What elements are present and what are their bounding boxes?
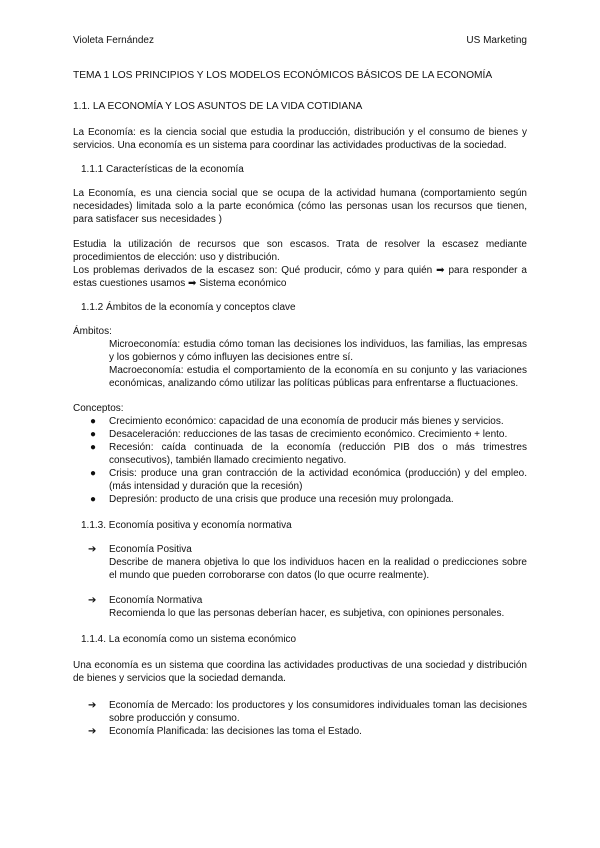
economia-planificada-text: Economía Planificada: las decisiones las toma el Estado. xyxy=(109,726,362,737)
arrow-right-icon: ➔ xyxy=(88,700,97,711)
arrow-right-icon: ➔ xyxy=(88,544,97,555)
section-1-1-1-paragraph-1: La Economía, es una ciencia social que se ocupa de la actividad humana (comportamiento según necesidades) limitada solo a la parte económica (cómo las personas usan los recursos que tienen, para satisfacer sus necesidades ) xyxy=(73,188,527,225)
list-item-text: Crecimiento económico: capacidad de una economía de producir más bienes y servicios. xyxy=(109,416,504,427)
section-heading-1-1-4: 1.1.4. La economía como un sistema económico xyxy=(81,634,297,645)
economia-positiva-item xyxy=(73,543,527,582)
economia-positiva-desc: Describe de manera objetiva lo que los individuos hacen en la realidad o predicciones sobre el mundo que pueden corroborarse con datos (lo que ocurre realmente). xyxy=(109,557,527,581)
header-author: Violeta Fernández xyxy=(73,35,154,46)
arrow-right-icon: ➔ xyxy=(88,726,97,737)
section-1-1-4-paragraph: Una economía es un sistema que coordina las actividades productivas de una sociedad y distribución de bienes y servicios que la sociedad demanda. xyxy=(73,660,527,684)
economia-planificada-item xyxy=(73,725,527,738)
section-heading-1-1-1: 1.1.1 Características de la economía xyxy=(81,164,244,175)
page-title: TEMA 1 LOS PRINCIPIOS Y LOS MODELOS ECONÓMICOS BÁSICOS DE LA ECONOMÍA xyxy=(73,70,493,81)
arrow-right-icon: ➔ xyxy=(88,595,97,606)
list-item xyxy=(73,428,527,441)
document-body xyxy=(73,70,527,738)
list-item-text: Desaceleración: reducciones de las tasas de crecimiento económico. Crecimiento + lento. xyxy=(109,429,508,440)
macroeconomia-text: Macroeconomía: estudia el comportamiento de la economía en su conjunto y las variaciones económicas, analizando cómo utilizar las políticas públicas para enfrentarse a fluctuaciones. xyxy=(109,365,527,389)
list-item xyxy=(73,493,527,506)
bullet-icon: ● xyxy=(90,442,97,453)
list-item-text: Crisis: produce una gran contracción de la actividad económica (producción) y del empleo. (más intensidad y duración que la recesión) xyxy=(109,468,527,492)
bullet-icon: ● xyxy=(90,494,97,505)
list-item-text: Depresión: producto de una crisis que produce una recesión muy prolongada. xyxy=(109,494,454,505)
conceptos-list xyxy=(73,415,527,506)
list-item-text: Recesión: caída continuada de la economía (reducción PIB dos o más trimestres consecutivos), también llamado crecimiento negativo. xyxy=(109,442,527,466)
economia-normativa-desc: Recomienda lo que las personas deberían hacer, es subjetiva, con opiniones personales. xyxy=(109,608,505,619)
microeconomia-text: Microeconomía: estudia cómo toman las decisiones los individuos, las familias, las empresas y los gobiernos y cómo influyen las decisiones entre sí. xyxy=(109,339,527,363)
section-heading-1-1-3: 1.1.3. Economía positiva y economía normativa xyxy=(81,520,292,531)
bullet-icon: ● xyxy=(90,416,97,427)
section-heading-1-1-2: 1.1.2 Ámbitos de la economía y conceptos clave xyxy=(81,302,296,313)
conceptos-label: Conceptos: xyxy=(73,403,124,414)
list-item xyxy=(73,467,527,493)
section-heading-1-1: 1.1. LA ECONOMÍA Y LOS ASUNTOS DE LA VIDA COTIDIANA xyxy=(73,101,363,112)
section-1-1-intro: La Economía: es la ciencia social que estudia la producción, distribución y el consumo de bienes y servicios. Una economía es un sistema para coordinar las actividades productivas de la sociedad. xyxy=(73,127,527,151)
ambitos-label: Ámbitos: xyxy=(73,326,112,337)
header-course: US Marketing xyxy=(466,35,527,46)
section-1-1-1-paragraph-2: Estudia la utilización de recursos que son escasos. Trata de resolver la escasez mediante procedimientos de elección: uso y distribución. xyxy=(73,239,527,263)
list-item xyxy=(73,441,527,467)
list-item xyxy=(73,415,527,428)
bullet-icon: ● xyxy=(90,468,97,479)
economia-positiva-title: Economía Positiva xyxy=(109,544,192,555)
bullet-icon: ● xyxy=(90,429,97,440)
economia-mercado-item xyxy=(73,699,527,725)
section-1-1-1-paragraph-3: Los problemas derivados de la escasez son: Qué producir, cómo y para quién ➡ para responder a estas cuestiones usamos ➡ Sistema económico xyxy=(73,265,527,289)
economia-mercado-text: Economía de Mercado: los productores y los consumidores individuales toman las decisiones sobre producción y consumo. xyxy=(109,700,527,724)
economia-normativa-title: Economía Normativa xyxy=(109,595,203,606)
economia-normativa-item xyxy=(73,594,527,620)
